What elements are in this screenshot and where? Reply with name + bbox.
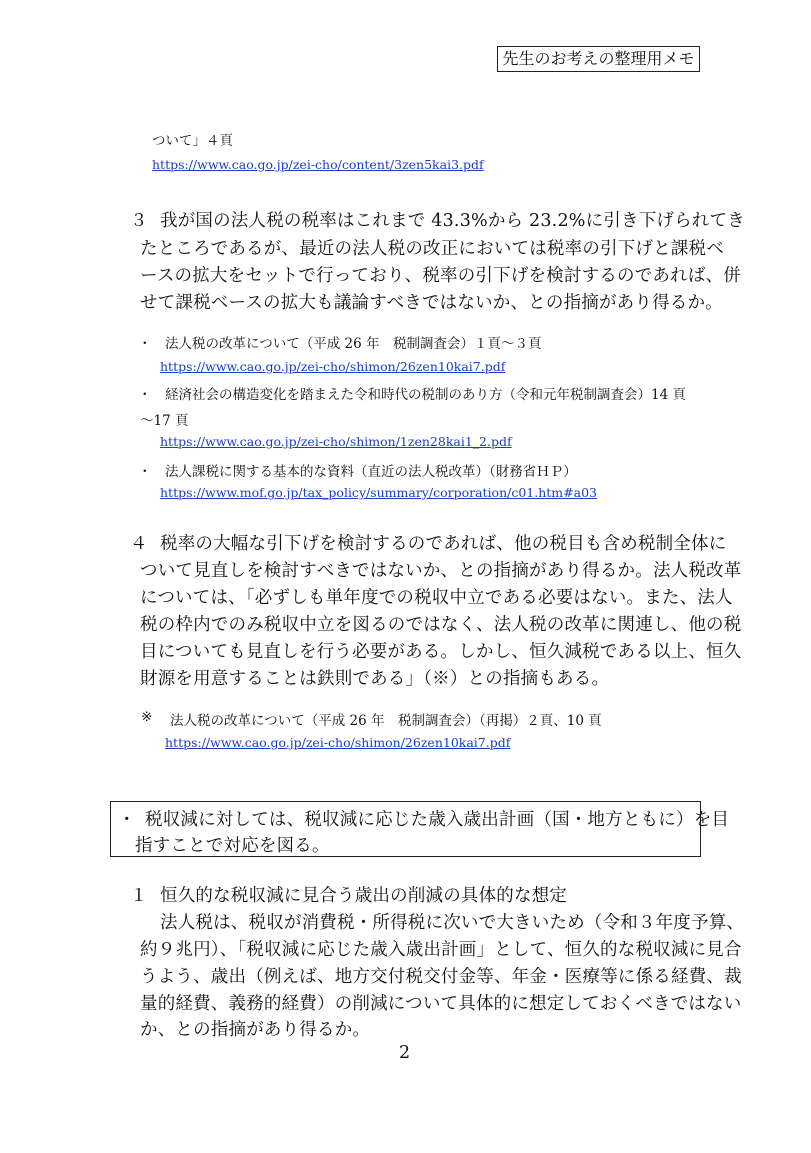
reference-text-cont: ～17 頁: [140, 413, 189, 429]
section-heading: 恒久的な税収減に見合う歳出の削減の具体的な想定: [160, 886, 568, 906]
paragraph-line: 量的経費、義務的経費）の削減について具体的に想定しておくべきではない: [140, 994, 742, 1014]
paragraph-line: 財源を用意することは鉄則である」（※）との指摘もある。: [140, 669, 610, 689]
reference-link[interactable]: https://www.cao.go.jp/zei-cho/shimon/26zen10kai7.pdf: [160, 359, 506, 374]
boxed-line: 税収減に対しては、税収減に応じた歳入歳出計画（国・地方ともに）を目: [145, 810, 730, 830]
paragraph-line: ースの拡大をセットで行っており、税率の引下げを検討するのであれば、併: [140, 266, 741, 286]
reference-link[interactable]: https://www.mof.go.jp/tax_policy/summary/corporation/c01.htm#a03: [160, 485, 597, 500]
reference-text: 法人税の改革について（平成 26 年 税制調査会）１頁～３頁: [165, 336, 542, 352]
reference-link[interactable]: https://www.cao.go.jp/zei-cho/shimon/1zen28kai1_2.pdf: [160, 434, 512, 449]
memo-label: 先生のお考えの整理用メモ: [497, 46, 700, 72]
reference-link[interactable]: https://www.cao.go.jp/zei-cho/content/3zen5kai3.pdf: [152, 157, 484, 172]
item-number: ４: [130, 534, 148, 554]
paragraph-line: せて課税ベースの拡大も議論すべきではないか、との指摘があり得るか。: [140, 293, 723, 313]
reference-link[interactable]: https://www.cao.go.jp/zei-cho/shimon/26zen10kai7.pdf: [165, 735, 511, 750]
page-number: 2: [399, 1043, 411, 1063]
item-number: ３: [130, 211, 148, 231]
paragraph-line: 約９兆円）、「税収減に応じた歳入歳出計画」として、恒久的な税収減に見合: [140, 940, 742, 960]
note-mark: ※: [141, 709, 153, 725]
paragraph-line: うよう、歳出（例えば、地方交付税交付金等、年金・医療等に係る経費、裁: [140, 967, 742, 987]
bullet: ・: [118, 810, 136, 830]
paragraph-line: については、「必ずしも単年度での税収中立である必要はない。また、法人: [140, 588, 733, 608]
paragraph-line: ついて見直しを検討すべきではないか、との指摘があり得るか。法人税改革: [140, 561, 742, 581]
bullet: ・: [138, 387, 152, 403]
paragraph-line: たところであるが、最近の法人税の改正においては税率の引下げと課税ベ: [140, 239, 724, 259]
paragraph-line: 法人税は、税収が消費税・所得税に次いで大きいため（令和３年度予算、: [160, 913, 745, 933]
continuation-text: ついて」４頁: [152, 133, 233, 149]
note-text: 法人税の改革について（平成 26 年 税制調査会）（再掲）２頁、10 頁: [170, 713, 602, 729]
paragraph-line: 我が国の法人税の税率はこれまで 43.3%から 23.2%に引き下げられてき: [160, 211, 745, 231]
paragraph-line: か、との指摘があり得るか。: [140, 1020, 371, 1040]
boxed-line: 指すことで対応を図る。: [135, 836, 330, 856]
bullet: ・: [138, 464, 152, 480]
reference-text: 経済社会の構造変化を踏まえた令和時代の税制のあり方（令和元年税制調査会）14 頁: [165, 387, 686, 403]
paragraph-line: 目についても見直しを行う必要がある。しかし、恒久減税である以上、恒久: [140, 642, 742, 662]
paragraph-line: 税の枠内でのみ税収中立を図るのではなく、法人税の改革に関連し、他の税: [140, 615, 742, 635]
bullet: ・: [138, 336, 152, 352]
section-number: １: [130, 886, 148, 906]
paragraph-line: 税率の大幅な引下げを検討するのであれば、他の税目も含め税制全体に: [160, 534, 727, 554]
reference-text: 法人課税に関する基本的な資料（直近の法人税改革）（財務省ＨＰ）: [165, 464, 577, 480]
